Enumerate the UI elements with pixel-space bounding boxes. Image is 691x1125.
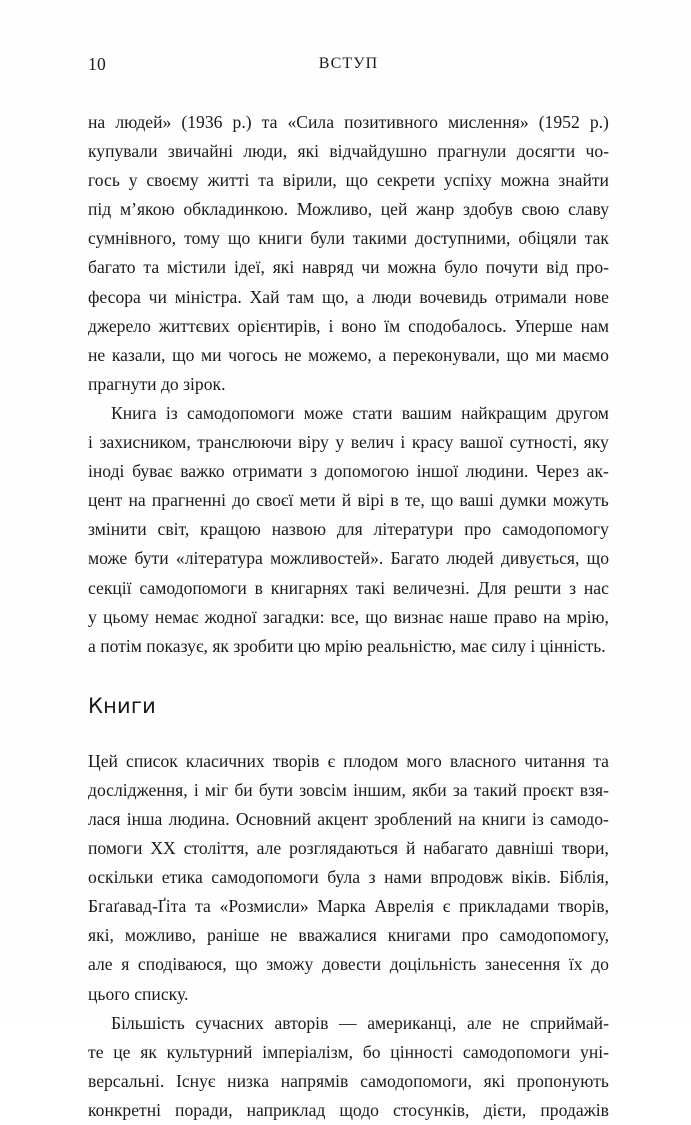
running-head (88, 52, 608, 76)
text-line: джерело життєвих орієнтирів, і воно їм сподобалось. Уперше нам (88, 315, 609, 336)
paragraph-1 (88, 108, 609, 399)
text-line: версальні. Існує низка напрямів самодопомоги, які пропонують (88, 1070, 609, 1091)
text-line: змінити світ, кращою назвою для літератури про самодопомогу (88, 519, 609, 540)
text-line: те це як культурний імперіалізм, бо цінності самодопомоги уні- (88, 1041, 609, 1062)
text-line: фесора чи міністра. Хай там що, а люди вочевидь отримали нове (88, 286, 609, 307)
text-line: цього списку. (88, 983, 189, 1004)
paragraph-4 (88, 1009, 609, 1125)
text-line: оскільки етика самодопомоги була з нами впродовж віків. Біблія, (88, 867, 609, 888)
text-line: на людей» (1936 р.) та «Сила позитивного мислення» (1952 р.) (88, 112, 609, 132)
text-block (88, 108, 609, 1125)
text-line: лася інша людина. Основний акцент зроблений на книги із самодо- (88, 808, 609, 829)
text-line: Цей список класичних творів є плодом мого власного читання та (88, 750, 609, 771)
text-line: Більшість сучасних авторів — американці, але не сприймай- (111, 1012, 609, 1033)
paragraph-2 (88, 399, 609, 661)
text-line: не казали, що ми чогось не можемо, а переконували, що ми маємо (88, 344, 609, 365)
heading-spacer-top (88, 661, 609, 692)
text-line: у цьому немає жодної загадки: все, що визнає наше право на мрію, (88, 606, 609, 627)
text-line: гось у своєму житті та вірили, що секрети успіху можна знайти (88, 170, 609, 191)
section-heading: Книги (88, 693, 156, 718)
text-line: але я сподіваюся, що зможу довести доцільність занесення їх до (88, 954, 609, 975)
text-line: секції самодопомоги в книгарнях такі величезні. Для решти з нас (88, 577, 609, 598)
text-line: конкретні поради, наприклад щодо стосунків, дієти, продажів (88, 1099, 609, 1120)
text-line: прагнути до зірок. (88, 373, 226, 394)
text-line: і захисником, транслюючи віру у велич і красу вашої сутності, яку (88, 432, 609, 453)
text-line: Бгаґавад-Ґіта та «Розмисли» Марка Аврелія є прикладами творів, (88, 896, 609, 917)
chapter-title: ВСТУП (318, 55, 379, 72)
text-line: дослідження, і міг би бути зовсім іншим, якби за такий проєкт взя- (88, 779, 609, 800)
paragraph-3 (88, 747, 609, 1009)
text-line: а потім показує, як зробити цю мрію реальністю, має силу і цінність. (88, 635, 606, 656)
text-line: під м’якою обкладинкою. Можливо, цей жанр здобув свою славу (88, 199, 609, 220)
text-line: сумнівного, тому що книги були такими доступними, обіцяли так (88, 228, 609, 249)
text-line: багато та містили ідеї, які навряд чи можна було почути від про- (88, 257, 609, 278)
text-line: Книга із самодопомоги може стати вашим найкращим другом (111, 402, 609, 423)
text-line: іноді буває важко отримати з допомогою іншої людини. Через ак- (88, 461, 609, 482)
page-number: 10 (88, 54, 107, 74)
text-line: помоги XX століття, але розглядаються й набагато давніші твори, (88, 838, 609, 859)
text-line: які, можливо, раніше не вважалися книгами про самодопомогу, (88, 925, 609, 946)
heading-spacer-bottom (88, 721, 609, 747)
text-line: може бути «література можливостей». Багато людей дивується, що (88, 548, 609, 569)
text-line: купували звичайні люди, які відчайдушно прагнули досягти чо- (88, 141, 609, 162)
text-line: цент на прагненні до своєї мети й вірі в те, що ваші думки можуть (88, 490, 609, 511)
